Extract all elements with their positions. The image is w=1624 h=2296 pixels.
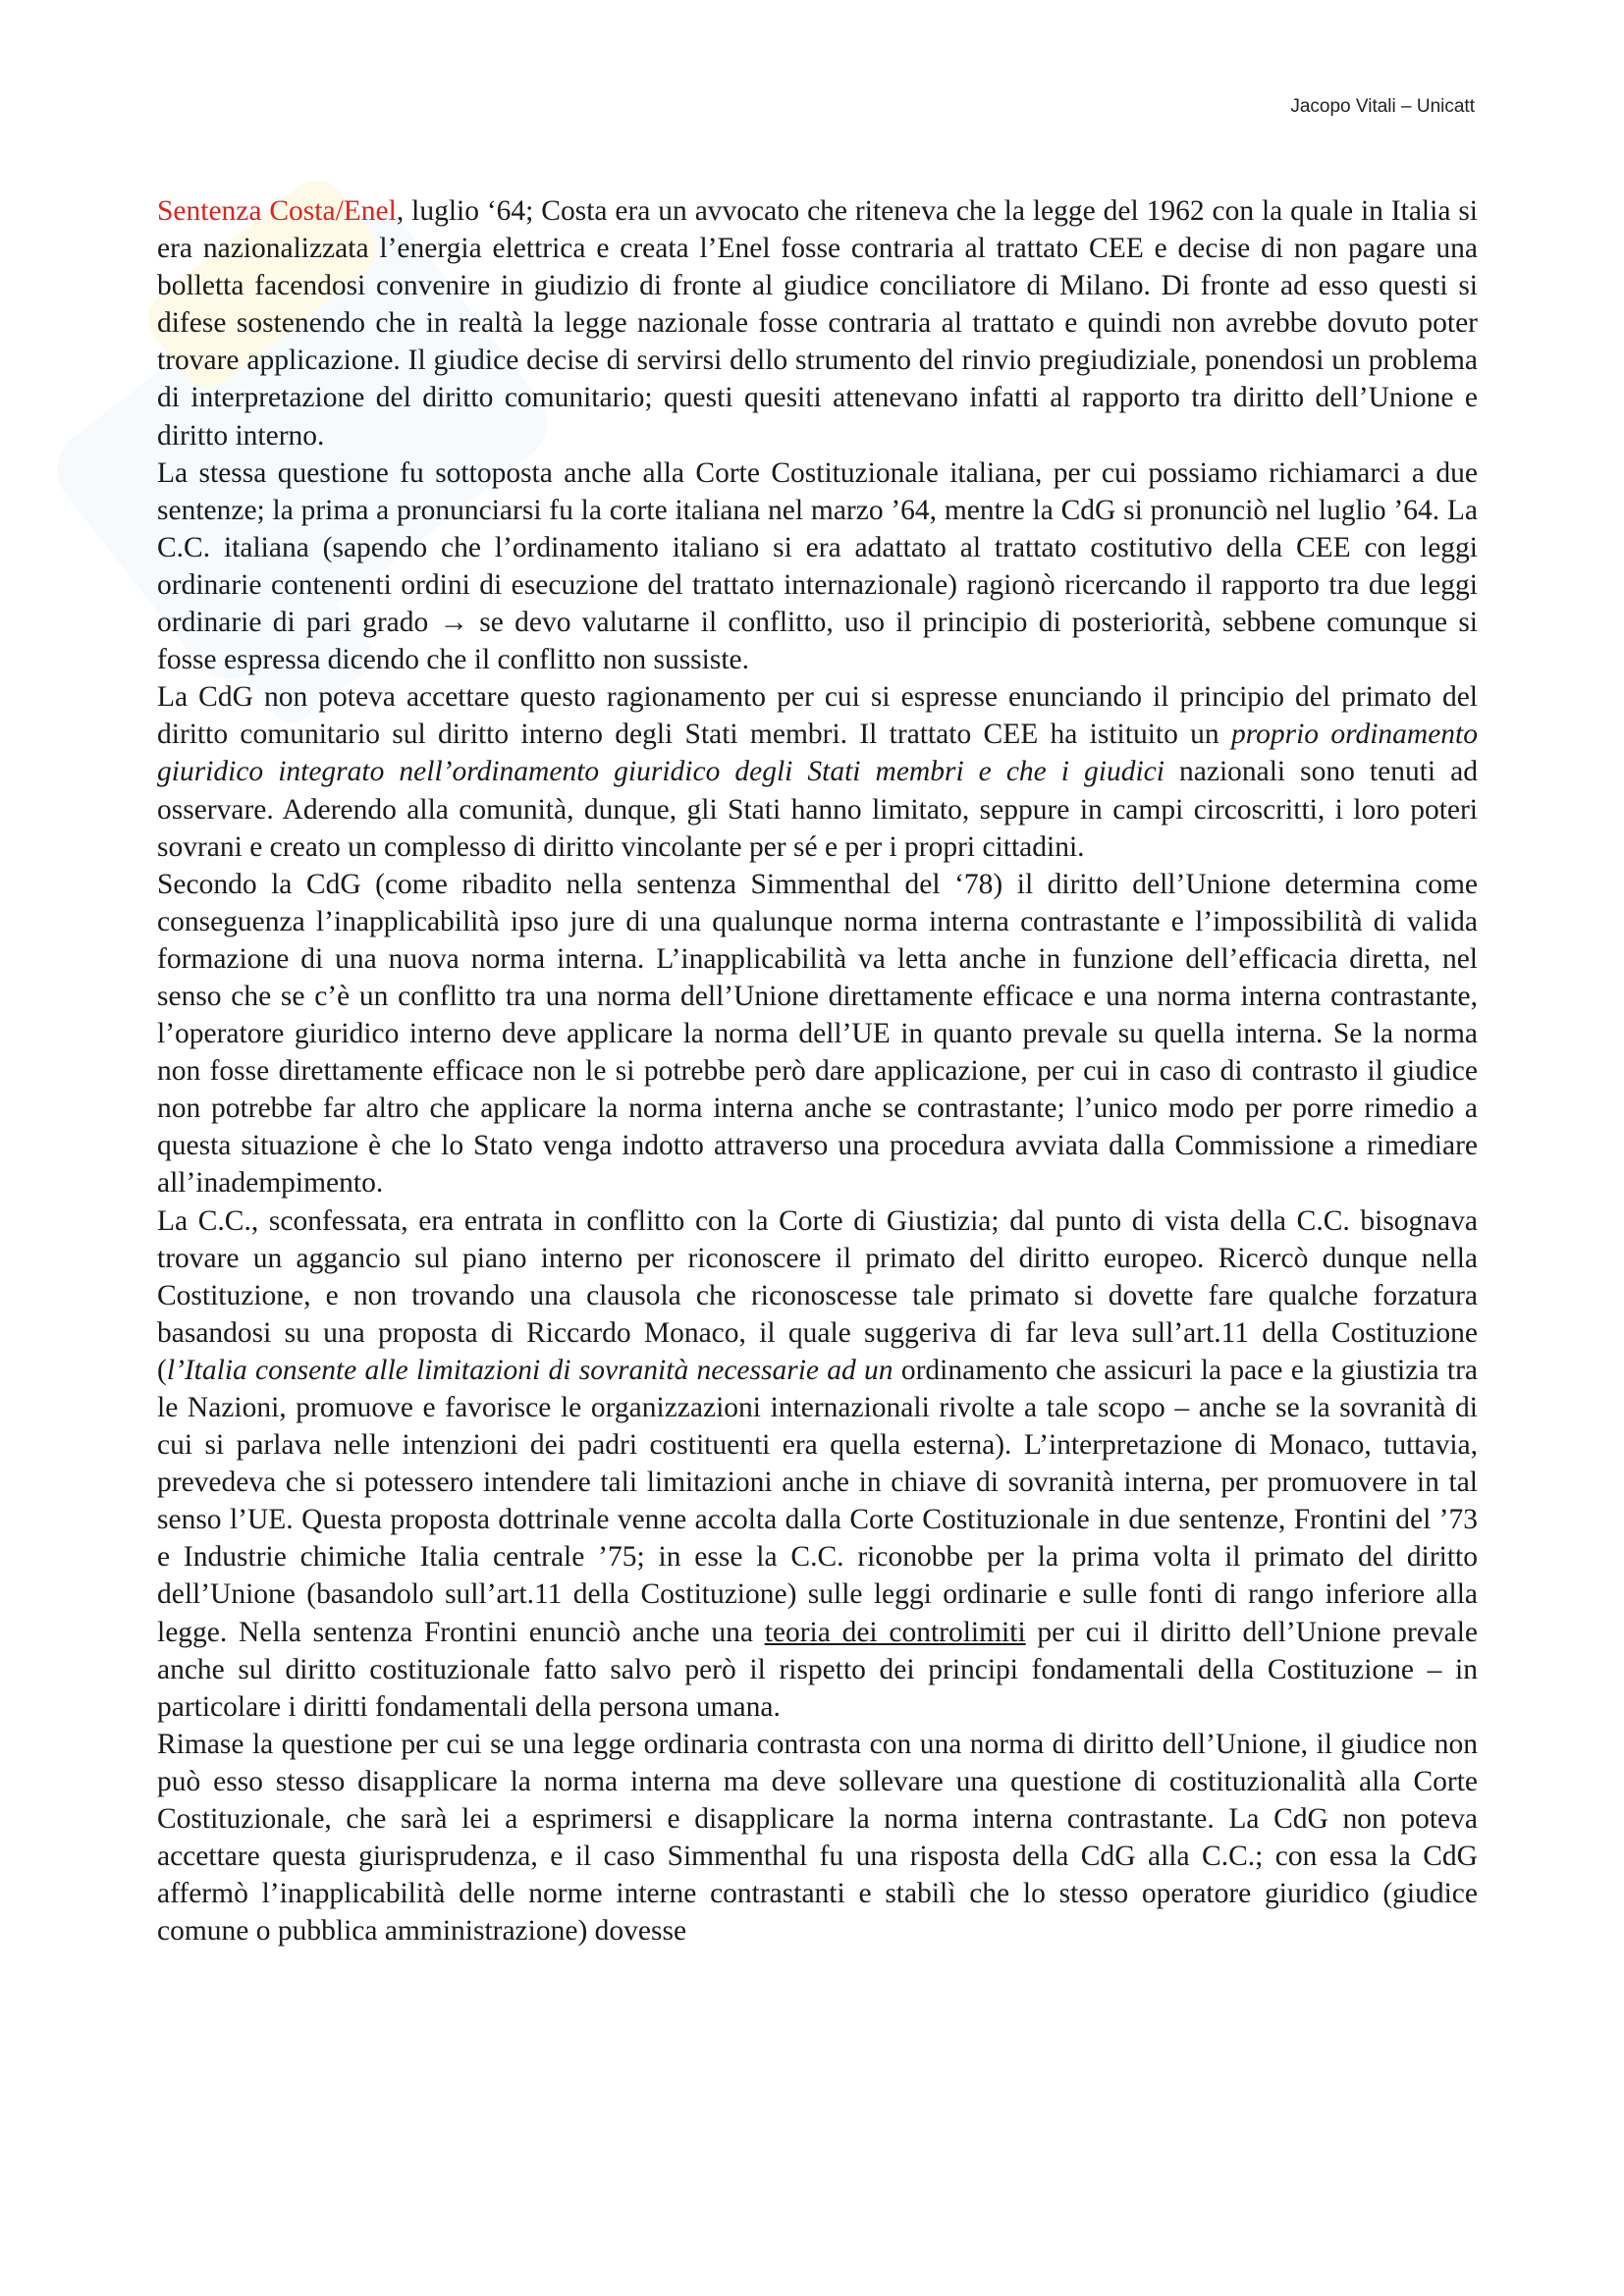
paragraph-3-before: La CdG non poteva accettare questo ragionamento per cui si espresse enunciando il principio del primato del diritto comunitario sul diritto interno degli Stati membri. Il trattato CEE ha istituito un [157, 681, 1478, 751]
paragraph-5-after2: per cui il diritto dell’Unione prevale anche sul diritto costituzionale fatto salvo però il rispetto dei principi fondamentali della Costituzione – in particolare i diritti fondamentali della persona umana. [157, 1616, 1478, 1723]
paragraph-4: Secondo la CdG (come ribadito nella sentenza Simmenthal del ‘78) il diritto dell’Unione determina come conseguenza l’inapplicabilità ipso jure di una qualunque norma interna contrastante e l’impossibilità di valida formazione di una nuova norma interna. L’inapplicabilità va letta anche in funzione dell’efficacia diretta, nel senso che se c’è un conflitto tra una norma dell’Unione direttamente efficace e una norma interna contrastante, l’operatore giuridico interno deve applicare la norma dell’UE in quanto prevale su quella interna. Se la norma non fosse direttamente efficace non le si potrebbe però dare applicazione, per cui in caso di contrasto il giudice non potrebbe far altro che applicare la norma interna anche se contrastante; l’unico modo per porre rimedio a questa situazione è che lo Stato venga indotto attraverso una procedura avviata dalla Commissione a rimediare all’inadempimento. [157, 868, 1478, 1200]
case-title-highlight: Sentenza Costa/Enel [157, 195, 397, 227]
paragraph-5-italic: l’Italia consente alle limitazioni di sovranità necessarie ad un [166, 1354, 893, 1386]
paragraph-2: La stessa questione fu sottoposta anche alla Corte Costituzionale italiana, per cui possiamo richiamarci a due sentenze; la prima a pronunciarsi fu la corte italiana nel marzo ’64, mentre la CdG si pronunciò nel luglio ’64. La C.C. italiana (sapendo che l’ordinamento italiano si era adattato al trattato costitutivo della CEE con leggi ordinarie contenenti ordini di esecuzione del trattato internazionale) ragionò ricercando il rapporto tra due leggi ordinarie di pari grado → se devo valutarne il conflitto, uso il principio di posteriorità, sebbene comunque si fosse espressa dicendo che il conflitto non sussiste. [157, 456, 1478, 676]
paragraph-1-text: , luglio ‘64; Costa era un avvocato che riteneva che la legge del 1962 con la quale in Italia si era nazionalizzata l’energia elettrica e creata l’Enel fosse contraria al trattato CEE e decise di non pagare una bolletta facendosi convenire in giudizio di fronte al giudice conciliatore di Milano. Di fronte ad esso questi si difese sostenendo che in realtà la legge nazionale fosse contraria al trattato e quindi non avrebbe dovuto poter trovare applicazione. Il giudice decise di servirsi dello strumento del rinvio pregiudiziale, ponendosi un problema di interpretazione del diritto comunitario; questi quesiti attenevano infatti al rapporto tra diritto dell’Unione e diritto interno. [157, 195, 1478, 452]
page-header-author: Jacopo Vitali – Unicatt [1290, 96, 1475, 117]
paragraph-3-after: nazionali sono tenuti ad osservare. Aderendo alla comunità, dunque, gli Stati hanno limitato, seppure in campi circoscritti, i loro poteri sovrani e creato un complesso di diritto vincolante per sé e per i propri cittadini. [157, 756, 1478, 863]
paragraph-1 [157, 192, 1478, 454]
paragraph-5-after: ordinamento che assicuri la pace e la giustizia tra le Nazioni, promuove e favorisce le organizzazioni internazionali rivolte a tale scopo – anche se la sovranità di cui si parlava nelle intenzioni dei padri costituenti era quella esterna). L’interpretazione di Monaco, tuttavia, prevedeva che si potessero intendere tali limitazioni anche in chiave di sovranità interna, per promuovere in tal senso l’UE. Questa proposta dottrinale venne accolta dalla Corte Costituzionale in due sentenze, Frontini del ’73 e Industrie chimiche Italia centrale ’75; in esse la C.C. riconobbe per la prima volta il primato del diritto dell’Unione (basandolo sull’art.11 della Costituzione) sulle leggi ordinarie e sulle fonti di rango inferiore alla legge. Nella sentenza Frontini enunciò anche una [157, 1354, 1478, 1648]
paragraph-5-underline: teoria dei controlimiti [764, 1616, 1026, 1648]
paragraph-3 [157, 678, 1478, 865]
document-body [157, 192, 1478, 1949]
paragraph-5-before: La C.C., sconfessata, era entrata in conflitto con la Corte di Giustizia; dal punto di vista della C.C. bisognava trovare un aggancio sul piano interno per riconoscere il primato del diritto europeo. Ricercò dunque nella Costituzione, e non trovando una clausola che riconoscesse tale primato si dovette fare qualche forzatura basandosi su una proposta di Riccardo Monaco, il quale suggeriva di far leva sull’art.11 della Costituzione ( [157, 1204, 1478, 1386]
paragraph-6: Rimase la questione per cui se una legge ordinaria contrasta con una norma di diritto dell’Unione, il giudice non può esso stesso disapplicare la norma interna ma deve sollevare una questione di costituzionalità alla Corte Costituzionale, che sarà lei a esprimersi e disapplicare la norma interna contrastante. La CdG non poteva accettare questa giurisprudenza, e il caso Simmenthal fu una risposta della CdG alla C.C.; con essa la CdG affermò l’inapplicabilità delle norme interne contrastanti e stabilì che lo stesso operatore giuridico (giudice comune o pubblica amministrazione) dovesse [157, 1728, 1478, 1948]
paragraph-3-italic: proprio ordinamento giuridico integrato nell’ordinamento giuridico degli Stati membri e che i giudici [157, 719, 1478, 788]
paragraph-5 [157, 1202, 1478, 1726]
